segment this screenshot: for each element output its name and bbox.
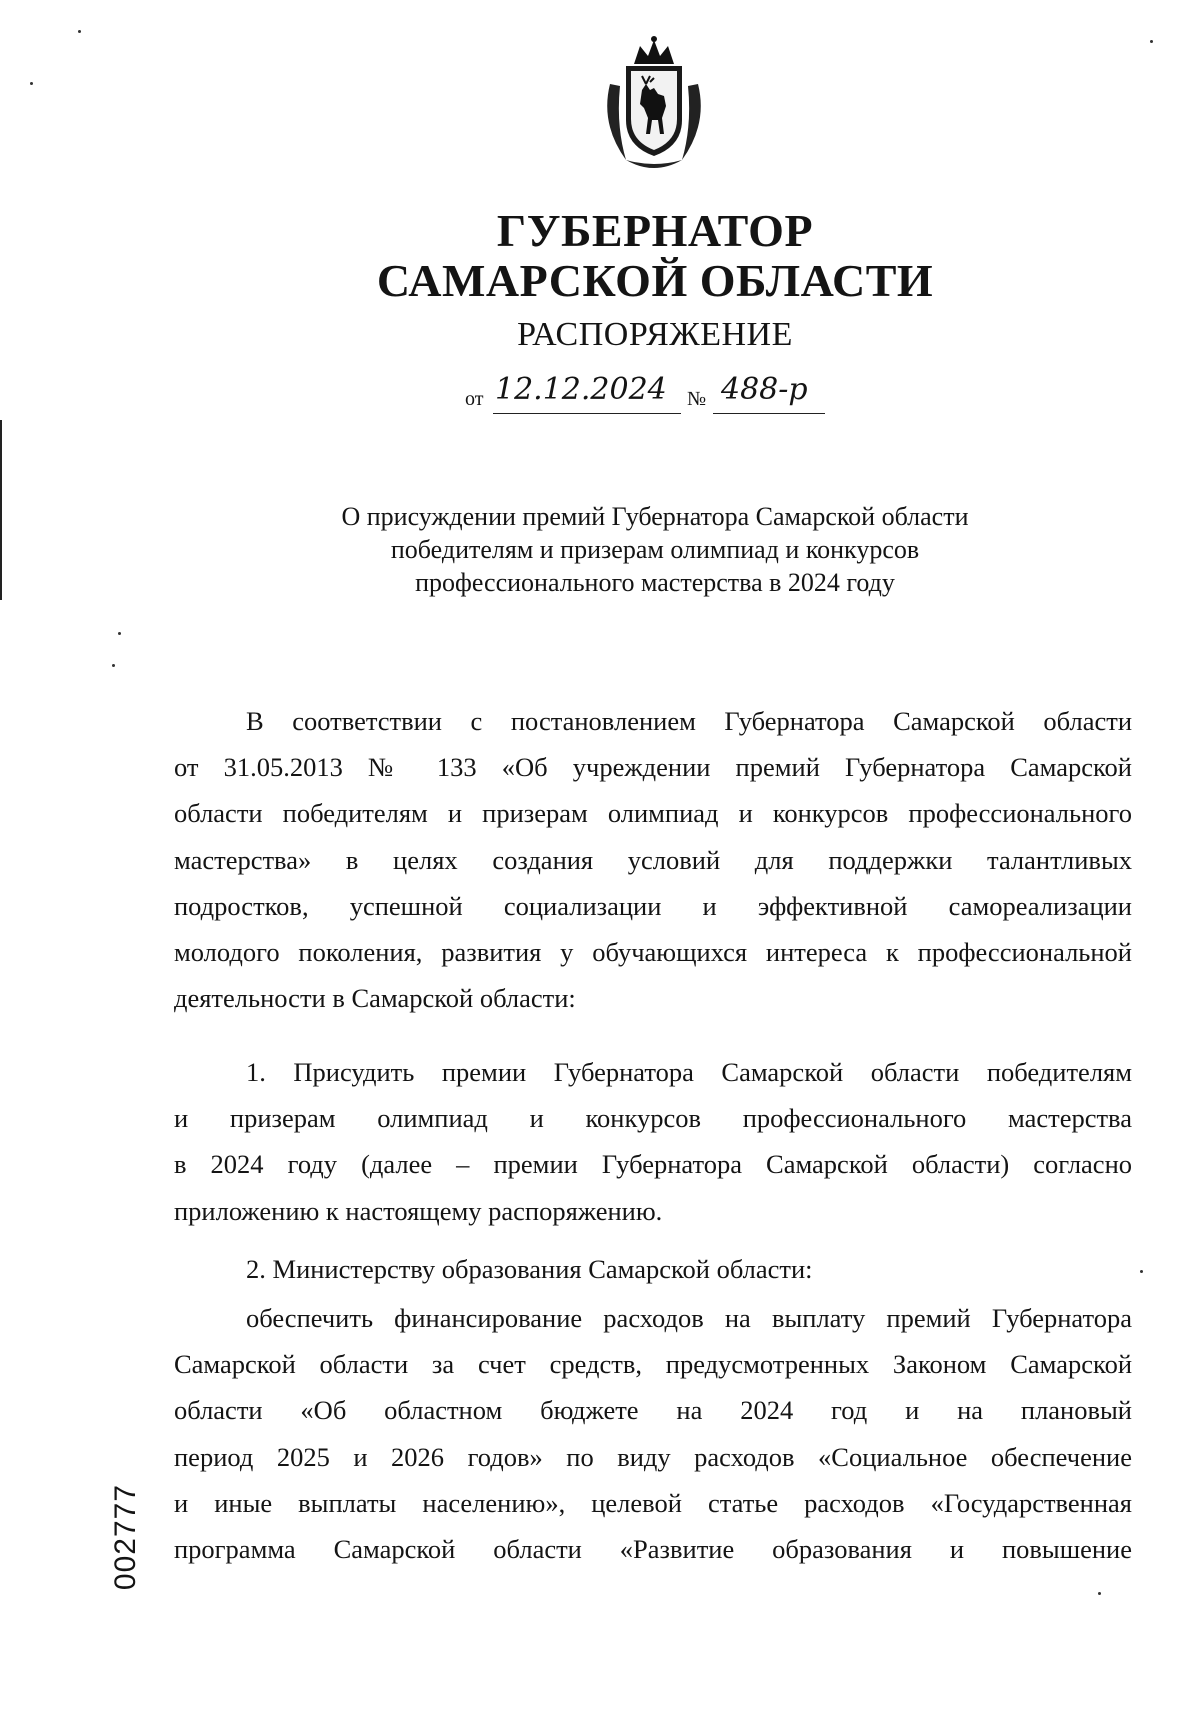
title-line-1: ГУБЕРНАТОР [496, 205, 814, 256]
text-line: деятельности в Самарской области: [174, 983, 576, 1014]
number-underline [713, 413, 825, 414]
scan-speck [112, 664, 115, 667]
subject-line: победителям и призерам олимпиад и конкурсов [390, 535, 920, 564]
scan-speck [1098, 1592, 1101, 1595]
subject-line: О присуждении премий Губернатора Самарской области [341, 502, 969, 531]
number-label: № [687, 388, 707, 410]
paragraph-preamble [174, 698, 1132, 1021]
paragraph-item-1 [174, 1049, 1132, 1234]
scan-speck [78, 30, 81, 33]
document-subject [0, 500, 1200, 599]
text-line: 1. Присудить премии Губернатора Самарской области победителям [246, 1057, 1132, 1087]
text-line: Самарской области за счет средств, предусмотренных Законом Самарской [174, 1349, 1132, 1380]
registration-number-text: 002777 [109, 1483, 142, 1591]
text-line: подростков, успешной социализации и эффективной самореализации [174, 890, 1132, 921]
text-line: период 2025 и 2026 годов» по виду расходов «Социальное обеспечение [174, 1441, 1132, 1472]
text-line: программа Самарской области «Развитие образования и повышение [174, 1533, 1132, 1564]
registration-number [96, 1470, 156, 1610]
text-line: в 2024 году (далее – премии Губернатора Самарской области) согласно [174, 1149, 1132, 1180]
samara-coat-of-arms-icon [596, 34, 712, 176]
text-line: приложению к настоящему распоряжению. [174, 1195, 663, 1226]
scan-speck [30, 82, 33, 85]
from-label: от [465, 388, 484, 410]
text-line: области победителям и призерам олимпиад и конкурсов профессионального [174, 798, 1132, 829]
subject-line: профессионального мастерства в 2024 году [415, 568, 895, 597]
text-line: от 31.05.2013 № 133 «Об учреждении премий Губернатора Самарской [174, 752, 1132, 783]
date-number-line [465, 372, 865, 416]
document-type: РАСПОРЯЖЕНИЕ [517, 316, 793, 353]
date-underline [493, 413, 681, 414]
document-date: 12.12.2024 [495, 372, 667, 407]
scan-speck [1140, 1270, 1143, 1273]
paragraph-financing [174, 1295, 1132, 1572]
text-line: и призерам олимпиад и конкурсов профессионального мастерства [174, 1103, 1132, 1134]
paragraph-item-2 [174, 1246, 1132, 1292]
text-line: 2. Министерству образования Самарской области: [246, 1254, 813, 1284]
text-line: и иные выплаты населению», целевой статье расходов «Государственная [174, 1487, 1132, 1518]
title-line-2: САМАРСКОЙ ОБЛАСТИ [376, 255, 934, 306]
document-number: 488-р [721, 372, 808, 407]
text-line: области «Об областном бюджете на 2024 год и на плановый [174, 1395, 1132, 1426]
scan-speck [118, 632, 121, 635]
text-line: молодого поколения, развития у обучающихся интереса к профессиональной [174, 936, 1132, 967]
scan-speck [1150, 40, 1153, 43]
text-line: мастерства» в целях создания условий для поддержки талантливых [174, 844, 1132, 875]
text-line: обеспечить финансирование расходов на выплату премий Губернатора [246, 1303, 1132, 1333]
text-line: В соответствии с постановлением Губернатора Самарской области [246, 706, 1132, 736]
